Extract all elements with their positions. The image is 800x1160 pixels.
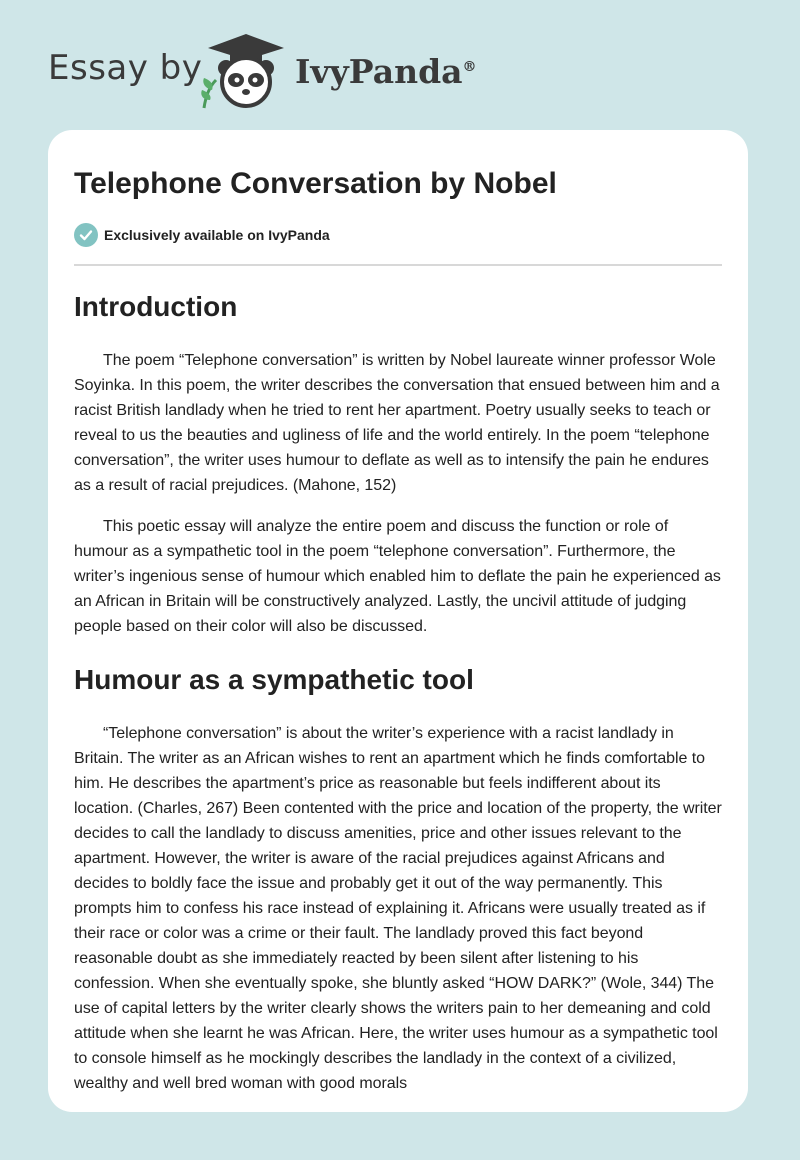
essay-card <box>48 130 748 1112</box>
brand-name: IvyPanda® <box>295 52 477 91</box>
section-introduction <box>74 288 722 639</box>
section-humour <box>74 661 722 1096</box>
section-heading: Humour as a sympathetic tool <box>74 664 474 695</box>
exclusive-badge <box>74 222 722 248</box>
panda-logo-icon <box>200 30 292 110</box>
paragraph: This poetic essay will analyze the entire poem and discuss the function or role of humour as a sympathetic tool in the poem “telephone conversation”. Furthermore, the writer’s ingenious sense of humour which enabled him to deflate the pain he experienced as an African in Britain will be constructively analyzed. Lastly, the uncivil attitude of judging people based on their color will also be discussed. <box>74 518 721 635</box>
page-title: Telephone Conversation by Nobel <box>74 167 557 200</box>
paragraph: The poem “Telephone conversation” is written by Nobel laureate winner professor Wole Soyinka. In this poem, the writer describes the conversation that ensued between him and a racist British landlady when he tried to rent her apartment. Poetry usually seeks to teach or reveal to us the beauties and ugliness of life and the world entirely. In the poem “telephone conversation”, the writer uses humour to deflate as well as to intensify the pain he endures as a result of racial prejudices. (Mahone, 152) <box>74 352 720 494</box>
badge-label: Exclusively available on IvyPanda <box>104 227 330 243</box>
divider <box>74 264 722 266</box>
site-header <box>48 30 748 110</box>
section-heading: Introduction <box>74 291 238 322</box>
paragraph: “Telephone conversation” is about the writer’s experience with a racist landlady in Britain. The writer as an African wishes to rent an apartment which he finds comfortable to him. He describes the apartment’s price as reasonable but feels indifferent about its location. (Charles, 267) Been contented with the price and location of the property, the writer decides to call the landlady to discuss amenities, price and other issues relevant to the apartment. However, the writer is aware of the racial prejudices against Africans and decides to boldly face the issue and probably get it out of the way permanently. This prompts him to confess his race instead of explaining it. Africans were usually treated as if their race or color was a crime or their fault. The landlady proved this fact beyond reasonable doubt as she immediately reacted by been silent after listening to his confession. When she eventually spoke, she bluntly asked “HOW DARK?” (Wole, 344) The use of capital letters by the writer clearly shows the writers pain to her demeaning and cold attitude when she learnt he was African. Here, the writer uses humour as a sympathetic tool to console himself as he mockingly describes the landlady in the context of a civilized, wealthy and well bred woman with good morals <box>74 725 722 1092</box>
brand-prefix: Essay by <box>48 48 203 88</box>
checkmark-icon <box>74 223 98 247</box>
